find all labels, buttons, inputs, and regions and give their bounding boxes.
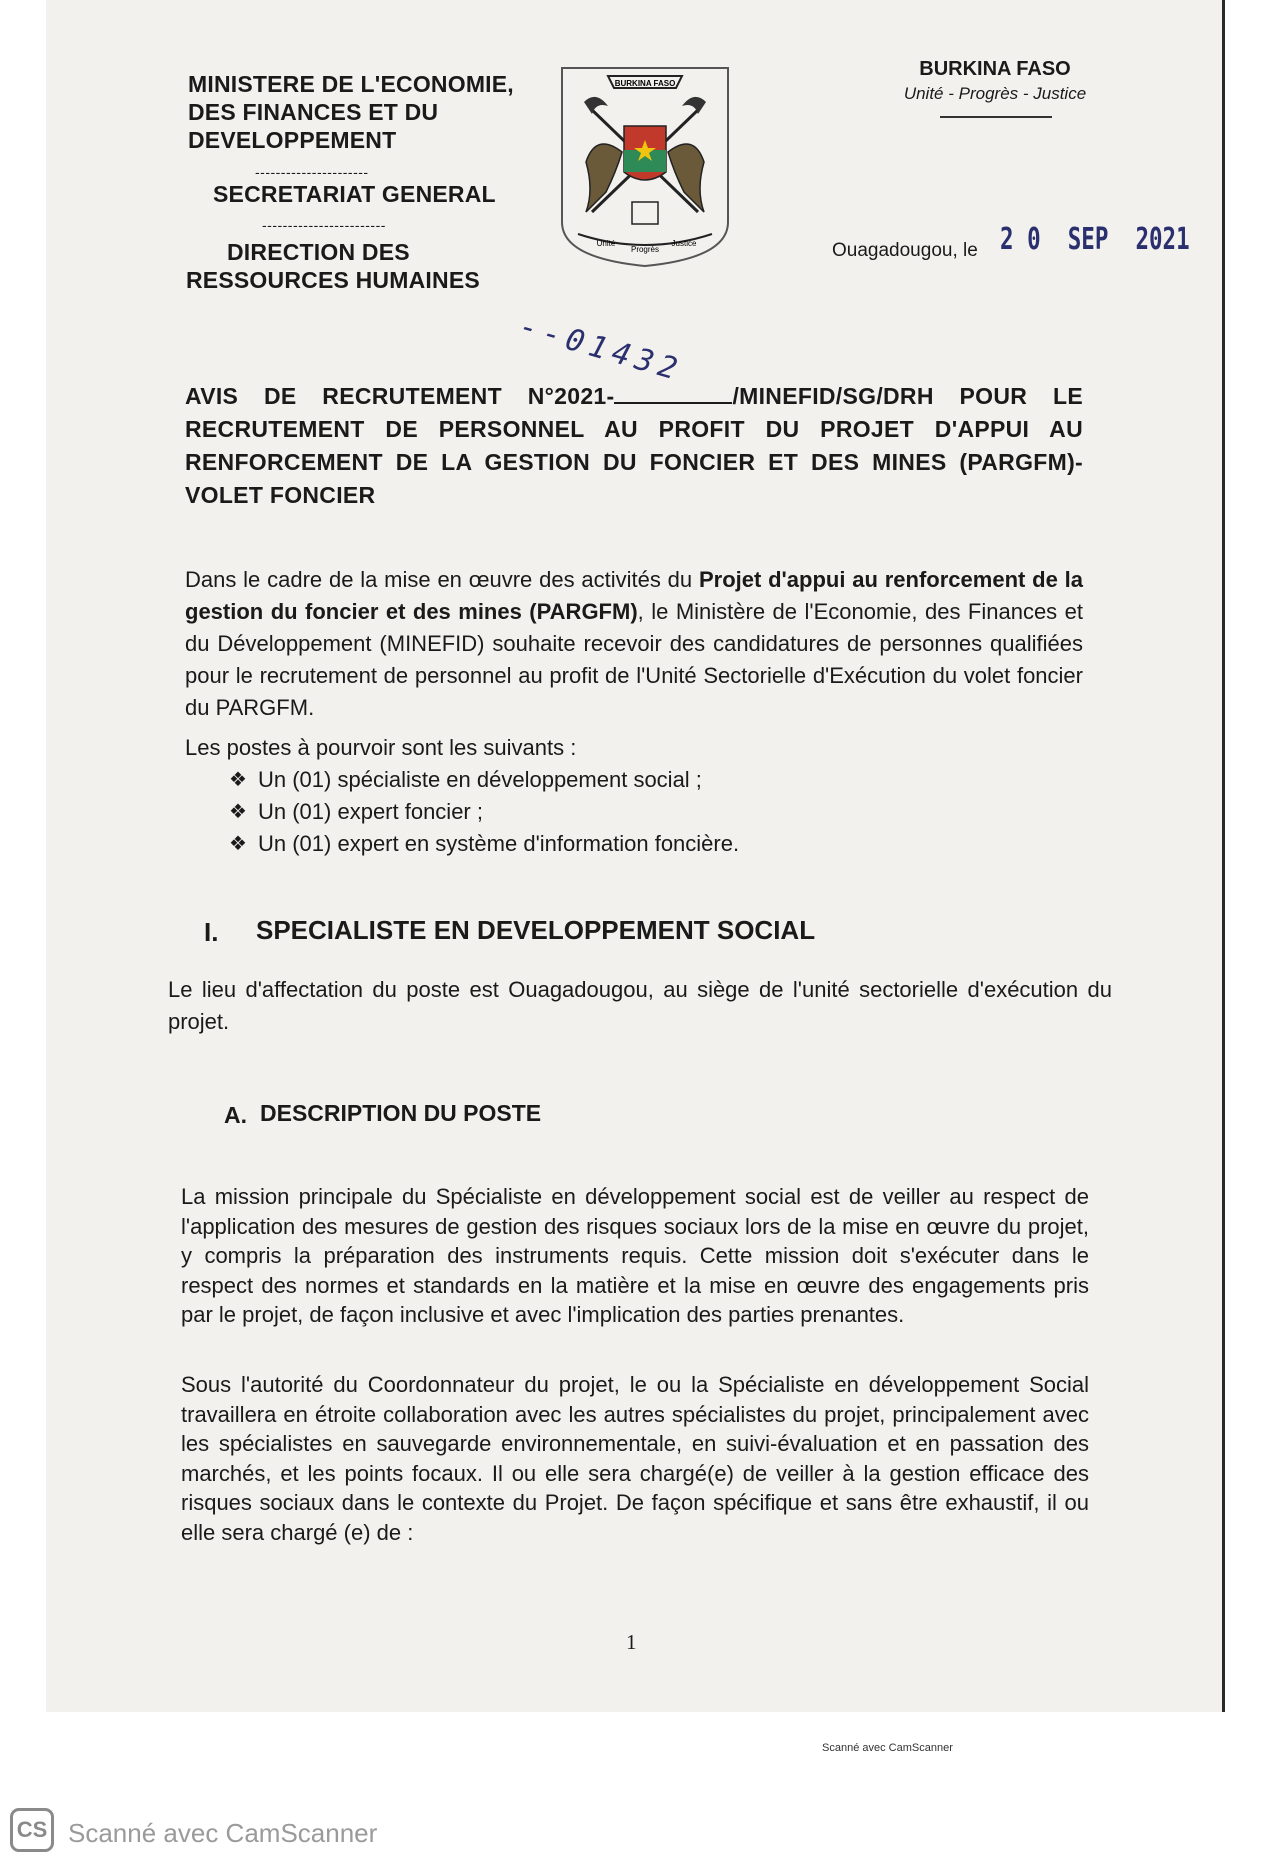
emblem-motto-1: Unité <box>596 239 616 248</box>
list-item <box>218 764 739 796</box>
secretariat-heading: SECRETARIAT GENERAL <box>213 181 496 207</box>
positions-intro: Les postes à pourvoir sont les suivants : <box>185 735 577 760</box>
direction-line-2: RESSOURCES HUMAINES <box>186 267 480 293</box>
emblem-banner-text: BURKINA FASO <box>614 79 676 88</box>
page-edge <box>1222 0 1225 1712</box>
date-stamp: 2 0 SEP 2021 <box>1000 222 1190 257</box>
direction-heading <box>186 238 480 294</box>
authority-paragraph: Sous l'autorité du Coordonnateur du projet, le ou la Spécialiste en développement Social travaillera en étroite collaboration avec les autres spécialistes du projet, principalement avec les spécialistes en sauvegarde environnementale, en suivi-évaluation et en passation des marchés, et les points focaux. Il ou elle sera chargé(e) de veiller à la gestion efficace des risques sociaux dans le contexte du Projet. De façon spécifique et sans être exhaustif, il ou elle sera chargé (e) de : <box>181 1372 1089 1545</box>
emblem-motto-2: Progrès <box>630 245 660 254</box>
intro-text-1: Dans le cadre de la mise en œuvre des activités du <box>185 567 699 592</box>
ministry-line-1: MINISTERE DE L'ECONOMIE, <box>188 71 514 97</box>
motto-underline <box>940 116 1052 118</box>
registration-number-stamp: --01432 <box>515 308 687 389</box>
project-name: Projet d'appui au renforcement de la gestion du foncier et des mines (PARGFM) <box>185 567 1083 624</box>
scan-caption-large: Scanné avec CamScanner <box>68 1818 378 1848</box>
list-item <box>218 796 739 828</box>
position-1: Un (01) spécialiste en développement social ; <box>258 767 702 792</box>
position-3: Un (01) expert en système d'information foncière. <box>258 831 740 856</box>
separator-dashes: ------------------------ <box>262 217 386 233</box>
ministry-heading <box>188 70 514 154</box>
intro-text-2: , le Ministère de l'Economie, des Finances et du Développement (MINEFID) souhaite recevoir des candidatures de personnes qualifiées pour le recrutement de personnel au profit de l'Unité Sectorielle d'Exécution du volet foncier du PARGFM. <box>185 599 1083 720</box>
separator-dashes: ---------------------- <box>255 164 369 180</box>
scan-caption-small: Scanné avec CamScanner <box>822 1742 953 1754</box>
notice-title-part2: /MINEFID/SG/DRH POUR LE RECRUTEMENT DE PERSONNEL AU PROFIT DU PROJET D'APPUI AU RENFORCEMENT DE LA GESTION DU FONCIER ET DES MINES (PARGFM)-VOLET FONCIER <box>185 383 1083 508</box>
emblem-motto-3: Justice <box>671 239 697 248</box>
ministry-line-3: DEVELOPPEMENT <box>188 127 397 153</box>
notice-number-blank <box>614 384 732 404</box>
subsection-title: DESCRIPTION DU POSTE <box>260 1100 542 1126</box>
camscanner-logo-icon: CS <box>10 1808 54 1852</box>
subsection-letter: A. <box>224 1102 247 1128</box>
mission-paragraph: La mission principale du Spécialiste en développement social est de veiller au respect de l'application des mesures de gestion des risques sociaux lors de la mise en œuvre du projet, y compris la préparation des instruments requis. Cette mission doit s'exécuter dans le respect des normes et standards en la matière et la mise en œuvre des engagements pris par le projet, de façon inclusive et avec l'implication des parties prenantes. <box>181 1184 1089 1327</box>
direction-line-1: DIRECTION DES <box>227 239 410 265</box>
notice-title-part1: AVIS DE RECRUTEMENT N°2021- <box>185 383 615 409</box>
intro-paragraph <box>185 564 1083 724</box>
diamond-bullet-icon: ❖ <box>229 801 247 823</box>
positions-list <box>218 764 739 860</box>
ministry-line-2: DES FINANCES ET DU <box>188 99 439 125</box>
section-title: SPECIALISTE EN DEVELOPPEMENT SOCIAL <box>256 915 816 945</box>
notice-title <box>185 380 1083 512</box>
position-2: Un (01) expert foncier ; <box>258 799 483 824</box>
posting-location-paragraph: Le lieu d'affectation du poste est Ouagadougou, au siège de l'unité sectorielle d'exécution du projet. <box>168 977 1112 1034</box>
country-name: BURKINA FASO <box>919 58 1071 80</box>
section-number: I. <box>204 917 219 947</box>
diamond-bullet-icon: ❖ <box>229 769 247 791</box>
diamond-bullet-icon: ❖ <box>229 833 247 855</box>
country-motto: Unité - Progrès - Justice <box>903 84 1087 103</box>
place-date-label: Ouagadougou, le <box>832 240 978 261</box>
page-number: 1 <box>626 1630 637 1654</box>
list-item <box>218 828 739 860</box>
coat-of-arms-emblem <box>556 62 734 268</box>
